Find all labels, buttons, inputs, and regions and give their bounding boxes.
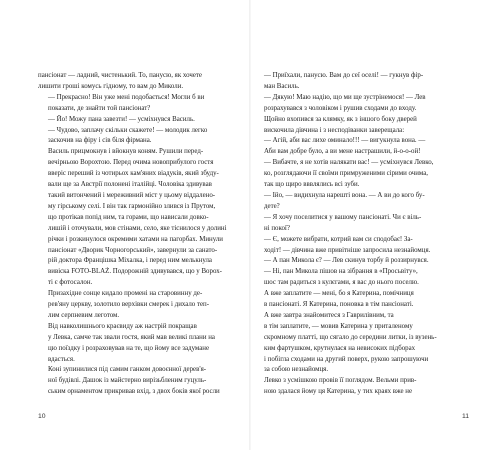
text-line: і побігла сходами на другий поверх, рукою запрошуючи [264, 355, 429, 363]
text-line: — Ійо, — видихнула нарешті вона. — А ви до кого бу- [264, 191, 425, 199]
text-line: Призахідне сонце кидало промені на старовинну де- [48, 290, 203, 298]
text-line: — А пан Микола є? — Лев скинув торбу й роззирнувся. [264, 257, 429, 265]
text-line: лим серпневим леготом. [48, 311, 120, 319]
paragraph [38, 115, 249, 126]
text-line: заскочив на фіру і сів біля фірмана. [48, 137, 152, 145]
text-line: за собою незнайомця. [264, 366, 329, 374]
right-page-number: 11 [462, 413, 470, 420]
paragraph [254, 71, 465, 93]
paragraph [254, 256, 465, 267]
text-line: вивіска FOTO-BLAŻ. Подорожній здивувався, що у Ворох- [48, 268, 222, 276]
text-line: А вже завтра знайомитеся з Гаврилівним, та [264, 311, 394, 319]
text-line: — Вибачте, я не хотів налякати вас! — усміхнувся Левко, [264, 159, 434, 167]
text-line: дете? [264, 202, 280, 210]
paragraph [254, 93, 465, 115]
text-line: так що щиро вввлялись всі зуби. [264, 181, 360, 189]
paragraph [38, 365, 249, 398]
text-line: в пансіонаті. Я Катерина, поновка в тім пансіонаті. [264, 301, 414, 309]
text-line: шос там радиться з кулєгами, я вас до нього поселю. [264, 279, 419, 287]
text-line: Коні зупинилися під самим ганком довоєнної дерев'я- [48, 366, 207, 374]
paragraph [254, 136, 465, 158]
text-line: — Є, можете вибрати, котрий вам си сподобає! За- [264, 235, 413, 243]
paragraph [254, 311, 465, 376]
text-line: вдасться. [48, 355, 75, 363]
paragraph [38, 93, 249, 115]
text-line: А вже заплатите — мені, бо я Катерина, помічниця [264, 290, 414, 298]
text-line: — Чудово, заплачу скільки скажете! — молодик легко [48, 126, 208, 134]
text-line: ським орнаментом прикривав вхід, з двох боків якої росли [48, 388, 220, 396]
text-line: Левко з усмішкою провів її поглядом. Вельми прив- [264, 377, 417, 385]
paragraph [38, 289, 249, 322]
text-line: ко, розглядаючи її своїми примруженими сірими очима, [264, 170, 429, 178]
text-line: рій доктора Францішка Міхалка, і перед ним мелькнула [48, 257, 212, 265]
text-line: показати, де знайти той пансіонат? [48, 104, 151, 112]
paragraph [38, 322, 249, 366]
paragraph [254, 235, 465, 257]
text-line: ті є фотосалон. [48, 279, 93, 287]
text-line: у Левка, самче так звали гостя, який мав великі плани на [48, 333, 215, 341]
text-line: ходіт! — дівчина вже привітніше запросила незнайомця. [264, 246, 431, 254]
paragraph [254, 158, 465, 191]
text-line: ної будівлі. Дашок із майстерно вирізьбленим гуцуль- [48, 377, 207, 385]
text-line: цю поїздку і розраховував на те, що йому все задуманe [48, 344, 210, 352]
text-line: ман Василь. [264, 82, 300, 90]
text-line: ким фартушком, крутнулася на невисоких підборах [264, 344, 416, 352]
text-line: пансіонат «Дворик Чорногорський», завернули за санато- [48, 246, 218, 254]
text-line: вискочила дівчина і з несподіванки заверещала: [264, 126, 405, 134]
text-line: такий витончений і мереживний міст у цьому віддалено- [48, 191, 216, 199]
text-line: розрахувався з чоловіком і рушив сходами до входу. [264, 104, 417, 112]
text-line: лишій і оточували, мов стінами, село, яке тіснилося у долині [48, 224, 227, 232]
text-line: Від навколишнього краєвиду аж настрій покращав [48, 322, 197, 330]
text-line: Аби вам добре було, а ви мене настрашили, й-о-о-ой! [264, 148, 421, 156]
text-line: Василь прицмокнув і вйокнув коням. Рушили перед- [48, 148, 204, 156]
right-page-text [254, 71, 465, 398]
paragraph [254, 115, 465, 137]
text-line: Щойно вхопився за клямку, як з іншого боку дверей [264, 115, 417, 123]
text-line: — Агій, аби вас лихе оминало!!! — вигукнула вона. — [264, 137, 426, 145]
left-page-number: 10 [38, 413, 46, 420]
text-line: ні покої? [264, 224, 290, 232]
text-line: що протікав попід ним, та горами, що нависали довко- [48, 213, 209, 221]
paragraph [254, 213, 465, 235]
text-line: скромному платті, що сягало до середини литки, із вузень- [264, 333, 437, 341]
text-line: пансіонат — ладний, чистенький. То, панусю, як хочете [38, 72, 202, 79]
right-page [250, 0, 500, 450]
left-page-text [38, 71, 249, 398]
text-line: рев'яну церкву, золотило верхівки смерек і дихало теп- [48, 301, 210, 309]
paragraph [38, 71, 249, 93]
paragraph [254, 191, 465, 213]
text-line: — Ні, пан Микола пішов на зібрання в «Просьвіту», [264, 268, 418, 276]
text-line: в тім заплатите, — мовив Катерина у приталеному [264, 322, 413, 330]
text-line: вали ще за Австрії полонені італійці. Чоловіка здивував [48, 181, 212, 189]
text-line: — Приїхали, панусю. Вам до сеї оселі! — гукнув фір- [264, 72, 424, 79]
text-line: ною здалася йому ця Катерина, у тих краях вже не [264, 388, 413, 396]
text-line: вечірньою Ворохтою. Перед очима новоприбулого гостя [48, 159, 214, 167]
text-line: — Йо! Можу пана завезти! — усміхнувся Василь. [48, 115, 195, 123]
paragraph [254, 376, 465, 398]
text-line: — Дякую! Маю надію, що ми ще зустрінемося! — Лев [264, 93, 426, 101]
paragraph [38, 147, 249, 289]
text-line: — Я хочу поселитися у вашому пансіонаті. Чи є віль- [264, 213, 422, 221]
text-line: вверіс переший із чотирьох кам'яних віадуків, який збуду- [48, 170, 219, 178]
paragraph [38, 126, 249, 148]
text-line: лишити гроші комусь гідному, то вам до Миколи. [38, 82, 184, 90]
text-line: — Прекрасно! Він уже мені подобається! Могли б ви [48, 93, 205, 101]
text-line: му гірському селі. І він так гармонійно злився із Прутом, [48, 202, 216, 210]
paragraph [254, 267, 465, 311]
text-line: річки і розкинулося окремими хатами на пагорбах. Минули [48, 235, 223, 243]
